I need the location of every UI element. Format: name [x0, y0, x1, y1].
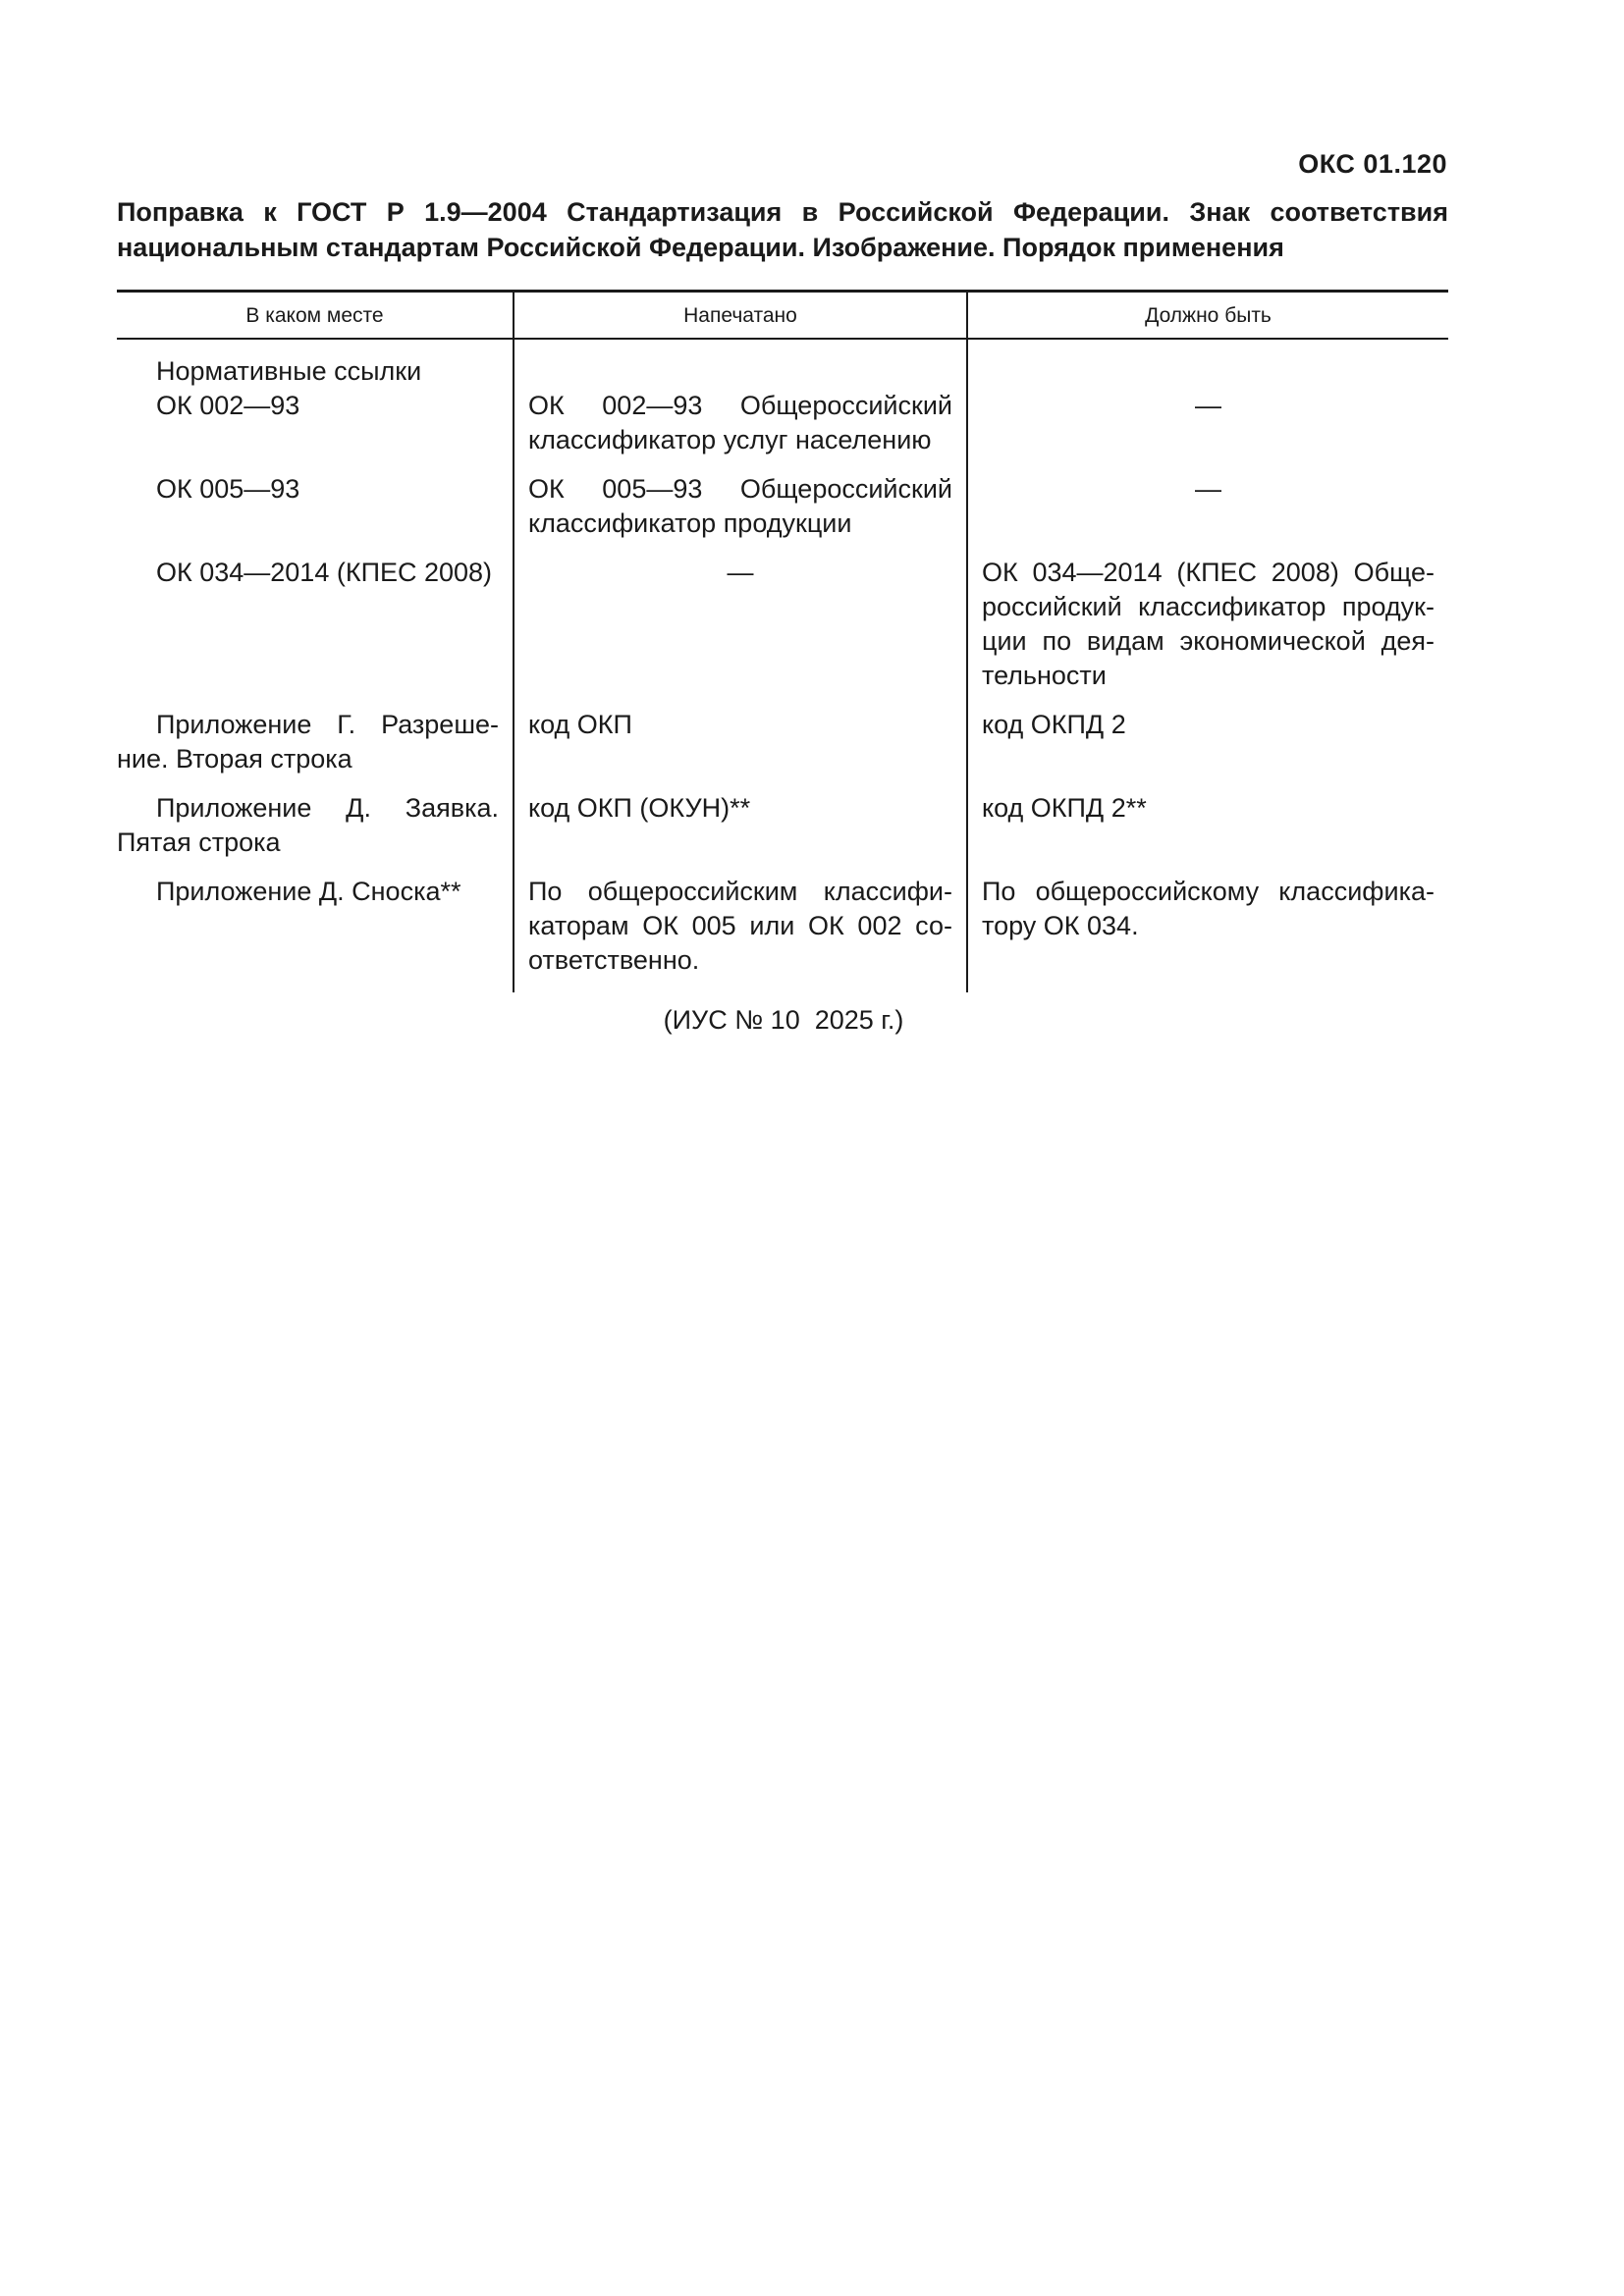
- column-header-printed: Напечатано: [514, 292, 967, 340]
- cell-where: [117, 354, 514, 457]
- table-spacer: [117, 978, 1448, 992]
- table-spacer: [117, 693, 1448, 708]
- document-title: [117, 194, 1448, 265]
- cell-printed: [514, 354, 967, 457]
- cell-where-sub: ОК 002—93: [156, 391, 300, 420]
- issue-reference: (ИУС № 10 2025 г.): [663, 1005, 904, 1035]
- cell-should-be: [967, 354, 1448, 457]
- table-spacer: [117, 860, 1448, 875]
- oks-code: ОКС 01.120: [1298, 149, 1447, 179]
- cell-should-be: По общероссийскому классификатору ОК 034.: [967, 875, 1448, 978]
- table-spacer: [117, 339, 1448, 354]
- table-row: [117, 354, 1448, 457]
- table-spacer: [117, 776, 1448, 791]
- table-header-row: [117, 292, 1448, 340]
- cell-printed: код ОКП (ОКУН)**: [514, 791, 967, 860]
- cell-should-be: код ОКПД 2: [967, 708, 1448, 776]
- cell-where: Приложение Г. Разрешение. Вторая строка: [117, 710, 499, 774]
- title-line-2: национальным стандартам Российской Федерации. Изображение. Порядок применения: [117, 233, 1284, 262]
- cell-printed: код ОКП: [514, 708, 967, 776]
- column-header-where: В каком месте: [117, 292, 514, 340]
- table-row: [117, 556, 1448, 693]
- correction-table: [117, 290, 1448, 992]
- column-header-should-be: Должно быть: [967, 292, 1448, 340]
- table-spacer: [117, 457, 1448, 472]
- table-spacer: [117, 541, 1448, 556]
- table-row: [117, 708, 1448, 776]
- cell-printed: ОК 005—93 Общероссийский классификатор продукции: [514, 472, 967, 541]
- cell-printed: По общероссийским классификаторам ОК 005 или ОК 002 соответственно.: [514, 875, 967, 978]
- cell-where: ОК 005—93: [156, 474, 300, 504]
- cell-where-heading: Нормативные ссылки: [156, 356, 422, 386]
- cell-should-be: —: [967, 472, 1448, 541]
- cell-where: Приложение Д. Заявка. Пятая строка: [117, 793, 499, 857]
- table-row: [117, 791, 1448, 860]
- table-row: [117, 875, 1448, 978]
- cell-printed: —: [514, 556, 967, 693]
- title-line-1: Поправка к ГОСТ Р 1.9—2004 Стандартизация в Российской Федерации. Знак соответствия: [117, 197, 1448, 227]
- cell-should-be: ОК 034—2014 (КПЕС 2008) Общероссийский классификатор продукции по видам экономической деятельности: [967, 556, 1448, 693]
- cell-where: Приложение Д. Сноска**: [156, 877, 461, 906]
- cell-where: ОК 034—2014 (КПЕС 2008): [156, 558, 493, 587]
- cell-should-be: код ОКПД 2**: [967, 791, 1448, 860]
- table-row: [117, 472, 1448, 541]
- cell-should-be-text: —: [1195, 391, 1221, 420]
- cell-printed-text: ОК 002—93 Общероссийский классификатор услуг населению: [528, 391, 952, 454]
